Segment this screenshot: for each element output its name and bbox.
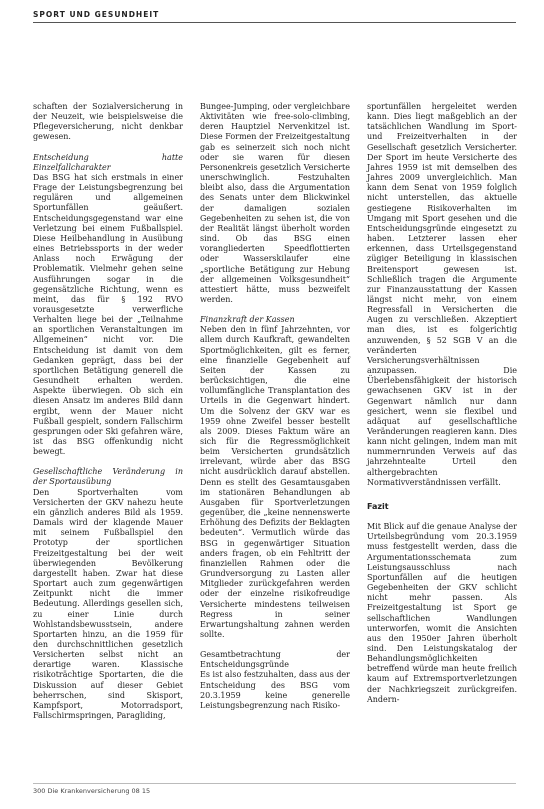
subheading: Gesellschaftliche Veränderung in der Sportausübung xyxy=(33,467,183,487)
paragraph: Neben den in fünf Jahrzehnten, vor allem durch Kaufkraft, gewandelten Sportmöglichkeiten, gilt es ferner, eine finanzielle Gegebenheit auf Seiten der Kassen zu berücksichtigen, die eine vollumfängliche Transplantation des Urteils in die Gegenwart hindert. Um die Solvenz der GKV war es 1959 ohne Zweifel besser bestellt als 2009. Dieses Faktum wäre an sich für die Regressmöglichkeit beim Versicherten grundsätzlich irrelevant, würde aber das BSG nicht ausdrücklich darauf abstellen. Denn es stellt des Gesamtausgaben im stationären Behandlungen ab Ausgaben für Sportverletzungen gegenüber, die „keine nennenswerte Erhöhung des Defizits der Beklagten bedeuten“. Vermutlich würde das BSG in gegenwärtiger Situation anders fragen, ob ein Fehltritt der finanziellen Rahmen oder die Grundversorgung zu Lasten aller Mitglieder zurückgefahren werden oder der einzelne risikofreudige Versicherte mindestens teilweisen Regress in seiner Erwartungshaltung zahnen werden sollte. xyxy=(200,325,350,639)
subheading: Entscheidung hatte Einzelfallcharakter xyxy=(33,152,183,172)
paragraph: Das BSG hat sich erstmals in einer Frage der Leistungsbegrenzung bei regulären und allgemeinen Sportunfällen geäußert. Entscheidungsgegenstand war eine Verletzung bei einem Fußballspiel. Diese Heilbehandlung in Ausübung eines Betriebssports in der weder Anlass noch Erwägung der Problematik. Vielmehr gehen seine Ausführungen sogar in die gegensätzliche Richtung, wenn es meint, das für § 192 RVO vorausgesetzte verwerfliche Verhalten liege bei der „Teilnahme an sportlichen Veranstaltungen im Allgemeinen“ nicht vor. Die Entscheidung ist damit von dem Gedanken geprägt, dass bei der sportlichen Betätigung generell die Gesundheit erhalten werden. Aspekte überwiegen. Ob sich ein diesen Ansatz im anderes Bild dann ergibt, wenn der Mauer nicht Fußball gespielt, sondern Fallschirm gesprungen oder Ski gefahren wäre, ist das BSG offenkundig nicht bewegt. xyxy=(33,172,183,457)
subheading-fazit: Fazit xyxy=(367,501,389,511)
paragraph: Bungee-Jumping, oder vergleichbare Aktivitäten wie free-solo-climbing, deren Hauptziel Nervenkitzel ist. Diese Formen der Freizeitgestaltung gab es seinerzeit sich noch nicht oder sie waren für diesen Personenkreis gesetzlich Versicherte unerschwinglich. Festzuhalten bleibt also, dass die Argumentation des Senats unter dem Blickwinkel der damaligen sozialen Gegebenheiten zu sehen ist, die von der Realität längst überholt worden sind. Ob das BSG einen vorangliederten Speedflottierten oder Wasserskilaufer eine „sportliche Betätigung zur Hebung der allgemeinen Volksgesundheit“ attestiert hätte, muss bezweifelt werden. xyxy=(200,102,350,304)
header-rule xyxy=(33,22,516,23)
paragraph: sportunfällen hergeleitet werden kann. Dies liegt maßgeblich an der tatsächlichen Wandlung im Sport- und Freizeitverhalten in der Gesellschaft gesetzlich Versicherter. Der Sport im heute Versicherte des Jahres 1959 ist mit demselben des Jahres 2009 unvergleichlich. Man kann dem Senat von 1959 folglich nicht unterstellen, das aktuelle gestiegene Risikoverhalten im Umgang mit Sport gesehen und die Entscheidungsgründe eingesetzt zu haben. Letzterer lassen eher erkennen, dass Urteilsgegenstand zügiger Beteiligung in klassischen Breitensport gewesen ist. Schließlich tragen die Argumente zur Finanzausstattung der Kassen längst nicht mehr, von einem Regressfall in Versicherten die Augen zu verschließen. Akzeptiert man dies, ist es folgerichtig anzuwenden, § 52 SGB V an die veränderten Versicherungsverhältnissen anzupassen. Die Überlebensfähigkeit der historisch gewachsenen GKV ist in der Gegenwart nämlich nur dann gesichert, wenn sie flexibel und adäquat auf gesellschaftliche Veränderungen reagieren kann. Dies kann nicht gelingen, indem man mit nummernrunden Verweis auf das jahrzehntealte Urteil den althergebrachten Normativverständnissen verfällt. xyxy=(367,102,517,487)
column-2 xyxy=(200,102,350,711)
footer-rule xyxy=(33,783,516,784)
paragraph: Den Sportverhalten vom Versicherten der GKV nahezu heute ein gänzlich anderes Bild als 1959. Damals wird der klagende Mauer mit seinem Fußballspiel den Prototyp der sportlichen Freizeitgestaltung bei der weit überwiegenden Bevölkerung dargestellt haben. Zwar hat diese Sportart auch zum gegenwärtigen Zeitpunkt nicht die immer Bedeutung. Allerdings gesellen sich, zu einer Linie durch Wohlstandsbewusstsein, andere Sportarten hinzu, an die 1959 für den durchschnittlichen gesetzlich Versicherten selbst nicht an derartige waren. Klassische risikoträchtige Sportarten, die die Diskussion auf dieser Gebiet beherrschen, sind Skisport, Kampfsport, Motorradsport, Fallschirmspringen, Paragliding, xyxy=(33,487,183,721)
paragraph: Es ist also festzuhalten, dass aus der Entscheidung des BSG vom 20.3.1959 keine generelle Leistungsbegrenzung nach Risiko- xyxy=(200,670,350,710)
section-header: SPORT UND GESUNDHEIT xyxy=(33,10,160,19)
page-footer: 300 Die Krankenversicherung 08 15 xyxy=(33,787,151,795)
subheading: Gesamtbetrachtung der Entscheidungsgründe xyxy=(200,650,350,670)
column-3 xyxy=(367,102,517,705)
paragraph: Mit Blick auf die genaue Analyse der Urteilsbegründung vom 20.3.1959 muss festgestellt werden, dass die Argumentationsschemata zum Leistungsausschluss nach Sportunfällen auf die heutigen Gegebenheiten der GKV schlicht nicht mehr passen. Als Freizeitgestaltung ist Sport ge sellschaftlichen Wandlungen unterworfen, womit die Ansichten aus den 1950er Jahren überholt sind. Den Leistungskatalog der Behandlungsmöglichkeiten betreffend würde man heute freilich kaum auf Extremsportverletzungen der Nachkriegszeit zurückgreifen. Andern- xyxy=(367,522,517,704)
column-1 xyxy=(33,102,183,721)
paragraph: schaften der Sozialversicherung in der Neuzeit, wie beispielsweise die Pflegeversicherung, nicht denkbar gewesen. xyxy=(33,102,183,142)
article-body xyxy=(33,102,518,782)
subheading: Finanzkraft der Kassen xyxy=(200,315,295,325)
